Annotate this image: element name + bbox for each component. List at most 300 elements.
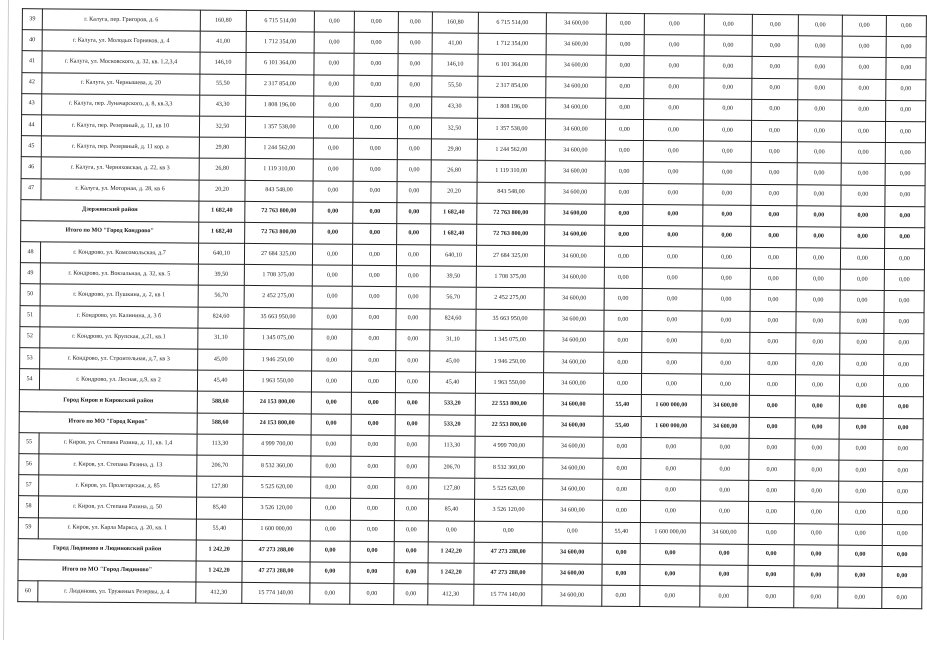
value-cell: 27 684 325,00 — [244, 243, 312, 265]
value-cell: 0,00 — [702, 332, 750, 354]
summary-cell: 0,00 — [751, 205, 797, 227]
value-cell: 0,00 — [886, 79, 926, 101]
value-cell: 0,00 — [394, 520, 428, 541]
value-cell: 0,00 — [798, 36, 842, 58]
value-cell: 0,00 — [796, 290, 840, 312]
value-cell: 0,00 — [796, 248, 840, 270]
value-cell: 0,00 — [752, 57, 798, 79]
value-cell: 0,00 — [398, 75, 432, 96]
address-cell: г. Кондрово, ул. Крупская, д.21, кв.1 — [40, 327, 198, 349]
value-cell: 0,00 — [882, 503, 922, 525]
value-cell: 1 946 250,00 — [244, 349, 312, 371]
summary-cell: 0,00 — [605, 225, 643, 246]
summary-cell: 0,00 — [311, 414, 351, 436]
summary-label: Итого по МО "Город Киров" — [19, 411, 197, 434]
value-cell: 0,00 — [884, 291, 924, 313]
value-cell: 2 317 854,00 — [246, 74, 314, 96]
summary-label: Город Киров и Кировский район — [19, 390, 197, 413]
value-cell: 27 684 325,00 — [476, 245, 544, 267]
value-cell: 34 600,00 — [546, 13, 606, 35]
summary-cell: 47 273 288,00 — [242, 561, 310, 583]
value-cell: 0,00 — [884, 249, 924, 271]
address-cell: г. Киров, ул. Карла Маркса, д. 20, кв. 1 — [38, 517, 196, 539]
summary-cell: 0,00 — [883, 418, 923, 440]
summary-cell: 588,60 — [197, 391, 243, 413]
value-cell: 0,00 — [842, 36, 886, 58]
summary-cell: 0,00 — [838, 566, 882, 588]
summary-cell: 1 242,20 — [428, 563, 474, 585]
value-cell: 0,00 — [354, 54, 398, 76]
value-cell: 0,00 — [749, 459, 795, 481]
address-cell: г. Калуга, пер. Григоров, д. 6 — [42, 9, 200, 31]
row-number: 52 — [20, 326, 40, 347]
value-cell: 45,00 — [430, 351, 476, 373]
value-cell: 43,30 — [432, 97, 478, 119]
value-cell: 34 600,00 — [542, 500, 602, 522]
value-cell: 0,00 — [704, 35, 752, 57]
value-cell: 0,00 — [748, 502, 794, 524]
value-cell: 1 963 550,00 — [475, 372, 543, 394]
value-cell: 0,00 — [641, 458, 701, 480]
value-cell: 0,00 — [605, 119, 643, 140]
summary-cell: 22 553 800,00 — [475, 394, 543, 416]
summary-cell: 72 763 800,00 — [245, 201, 313, 223]
value-cell: 0,00 — [606, 98, 644, 119]
value-cell: 0,00 — [606, 13, 644, 34]
value-cell: 0,00 — [605, 140, 643, 161]
value-cell: 0,00 — [311, 477, 351, 499]
value-cell: 0,00 — [604, 246, 642, 267]
value-cell: 15 774 140,00 — [242, 582, 310, 604]
value-cell: 0,00 — [641, 374, 701, 396]
value-cell: 0,00 — [886, 100, 926, 122]
address-cell: г. Кондрово, ул. Пушкина, д. 2, кв 1 — [40, 284, 198, 306]
value-cell: 0,00 — [354, 11, 398, 33]
value-cell: 0,00 — [353, 181, 397, 203]
summary-cell: 47 273 288,00 — [242, 540, 310, 562]
value-cell: 1 708 375,00 — [476, 267, 544, 289]
value-cell: 0,00 — [883, 460, 923, 482]
value-cell: 34 600,00 — [543, 458, 603, 480]
value-cell: 0,00 — [838, 587, 882, 609]
value-cell: 0,00 — [314, 32, 354, 54]
summary-cell: 0,00 — [643, 204, 703, 226]
value-cell: 5 525 620,00 — [243, 477, 311, 499]
value-cell: 0,00 — [353, 160, 397, 182]
value-cell: 0,00 — [644, 56, 704, 78]
value-cell: 34 600,00 — [546, 55, 606, 77]
value-cell: 0,00 — [838, 502, 882, 524]
value-cell: 0,00 — [701, 459, 749, 481]
row-number: 43 — [22, 93, 42, 114]
value-cell: 0,00 — [642, 268, 702, 290]
value-cell: 0,00 — [396, 287, 430, 308]
value-cell: 85,40 — [196, 497, 242, 519]
value-cell: 0,00 — [602, 585, 640, 606]
value-cell: 843 548,00 — [245, 180, 313, 202]
value-cell: 26,80 — [431, 160, 477, 182]
value-cell: 0,00 — [643, 141, 703, 163]
value-cell: 0,00 — [603, 437, 641, 458]
value-cell: 146,10 — [432, 54, 478, 76]
row-number: 56 — [19, 454, 39, 475]
value-cell: 1 708 375,00 — [244, 265, 312, 287]
row-number: 53 — [20, 348, 40, 369]
value-cell: 0,00 — [395, 435, 429, 456]
value-cell: 34 600,00 — [544, 309, 604, 331]
value-cell: 0,00 — [398, 33, 432, 54]
value-cell: 113,30 — [197, 434, 243, 456]
value-cell: 0,00 — [311, 371, 351, 393]
value-cell: 0,00 — [311, 456, 351, 478]
value-cell: 0,00 — [312, 286, 352, 308]
summary-label: Итого по МО "Город Кондрово" — [21, 221, 199, 244]
value-cell: 0,00 — [603, 479, 641, 500]
summary-cell: 0,00 — [795, 396, 839, 418]
value-cell: 0,00 — [797, 121, 841, 143]
value-cell: 0,00 — [751, 142, 797, 164]
summary-cell: 0,00 — [353, 202, 397, 224]
value-cell: 0,00 — [605, 162, 643, 183]
value-cell: 1 600 000,00 — [242, 519, 310, 541]
value-cell: 0,00 — [395, 457, 429, 478]
summary-cell: 1 682,40 — [431, 224, 477, 246]
value-cell: 0,00 — [796, 354, 840, 376]
summary-cell: 0,00 — [751, 226, 797, 248]
value-cell: 127,80 — [429, 478, 475, 500]
value-cell: 0,00 — [703, 141, 751, 163]
value-cell: 0,00 — [886, 58, 926, 80]
summary-cell: 0,00 — [748, 565, 794, 587]
value-cell: 0,00 — [352, 287, 396, 309]
value-cell: 85,40 — [428, 499, 474, 521]
value-cell: 0,00 — [700, 501, 748, 523]
summary-cell: 0,00 — [311, 392, 351, 414]
summary-cell: 0,00 — [350, 562, 394, 584]
value-cell: 0,00 — [643, 162, 703, 184]
value-cell: 0,00 — [702, 289, 750, 311]
value-cell: 41,00 — [432, 33, 478, 55]
summary-cell: 72 763 800,00 — [245, 222, 313, 244]
summary-cell: 0,00 — [749, 417, 795, 439]
row-number: 47 — [21, 178, 41, 199]
value-cell: 34 600,00 — [543, 479, 603, 501]
value-cell: 1 119 310,00 — [245, 159, 313, 181]
value-cell: 0,00 — [882, 524, 922, 546]
value-cell: 34 600,00 — [546, 76, 606, 98]
row-number: 44 — [21, 115, 41, 136]
summary-cell: 533,20 — [429, 414, 475, 436]
value-cell: 0,00 — [312, 329, 352, 351]
summary-cell: 533,20 — [429, 393, 475, 415]
value-cell: 0,00 — [350, 499, 394, 521]
address-cell: г. Киров, ул. Степана Разина, д. 50 — [38, 496, 196, 518]
value-cell: 0,00 — [795, 375, 839, 397]
summary-cell: 0,00 — [841, 206, 885, 228]
value-cell: 31,10 — [430, 330, 476, 352]
address-cell: г. Кондрово, ул. Лесная, д.9, кв 2 — [39, 369, 197, 391]
value-cell: 0,00 — [353, 117, 397, 139]
value-cell: 0,00 — [352, 266, 396, 288]
page-edge — [3, 0, 9, 640]
value-cell: 0,00 — [841, 185, 885, 207]
address-cell: г. Калуга, ул. Чернышева, д. 20 — [42, 72, 200, 94]
value-cell: 8 532 360,00 — [243, 455, 311, 477]
value-cell: 0,00 — [314, 96, 354, 118]
summary-cell: 34 600,00 — [543, 394, 603, 416]
value-cell: 6 715 514,00 — [246, 10, 314, 32]
value-cell: 0,00 — [395, 478, 429, 499]
summary-cell: 55,40 — [603, 416, 641, 437]
value-cell: 0,00 — [352, 308, 396, 330]
summary-cell: 0,00 — [397, 202, 431, 223]
value-cell: 0,00 — [314, 75, 354, 97]
value-cell: 0,00 — [752, 36, 798, 58]
summary-cell: 34 600,00 — [545, 225, 605, 247]
summary-cell: 0,00 — [602, 564, 640, 585]
value-cell: 34 600,00 — [543, 373, 603, 395]
value-cell: 0,00 — [604, 289, 642, 310]
value-cell: 0,00 — [394, 584, 428, 605]
value-cell: 0,00 — [397, 118, 431, 139]
value-cell: 0,00 — [604, 268, 642, 289]
value-cell: 0,00 — [640, 501, 700, 523]
summary-cell: 0,00 — [351, 393, 395, 415]
value-cell: 0,00 — [840, 333, 884, 355]
value-cell: 20,20 — [431, 181, 477, 203]
value-cell: 0,00 — [841, 163, 885, 185]
value-cell: 1 808 196,00 — [246, 95, 314, 117]
summary-cell: 0,00 — [394, 541, 428, 562]
value-cell: 4 999 700,00 — [475, 436, 543, 458]
value-cell: 29,80 — [199, 137, 245, 159]
value-cell: 39,50 — [430, 266, 476, 288]
value-cell: 0,00 — [310, 583, 350, 605]
value-cell: 0,00 — [796, 269, 840, 291]
summary-cell: 0,00 — [350, 541, 394, 563]
value-cell: 0,00 — [886, 15, 926, 37]
value-cell: 0,00 — [606, 34, 644, 55]
value-cell: 55,40 — [602, 522, 640, 543]
value-cell: 0,00 — [794, 523, 838, 545]
value-cell: 0,00 — [395, 372, 429, 393]
summary-cell: 0,00 — [841, 227, 885, 249]
value-cell: 34 600,00 — [545, 140, 605, 162]
value-cell: 0,00 — [641, 437, 701, 459]
value-cell: 0,00 — [750, 247, 796, 269]
value-cell: 0,00 — [797, 184, 841, 206]
value-cell: 45,40 — [429, 372, 475, 394]
summary-cell: 47 273 288,00 — [474, 563, 542, 585]
value-cell: 0,00 — [884, 354, 924, 376]
summary-cell: 0,00 — [313, 223, 353, 245]
value-cell: 0,00 — [885, 121, 925, 143]
row-number: 50 — [20, 284, 40, 305]
value-cell: 0,00 — [752, 99, 798, 121]
value-cell: 0,00 — [350, 520, 394, 542]
value-cell: 0,00 — [702, 268, 750, 290]
value-cell: 0,00 — [702, 311, 750, 333]
value-cell: 0,00 — [750, 332, 796, 354]
register-body — [18, 9, 927, 609]
register-table — [17, 8, 927, 609]
value-cell: 0,00 — [798, 15, 842, 37]
value-cell: 0,00 — [644, 14, 704, 36]
value-cell: 31,10 — [198, 328, 244, 350]
value-cell: 0,00 — [794, 502, 838, 524]
address-cell: г. Кондрово, ул. Калинина, д. 3 б — [40, 305, 198, 327]
summary-cell: 0,00 — [310, 541, 350, 563]
summary-cell: 0,00 — [883, 397, 923, 419]
summary-cell: 0,00 — [700, 544, 748, 566]
summary-cell: 1 682,40 — [431, 203, 477, 225]
value-cell: 0,00 — [354, 75, 398, 97]
row-number: 39 — [22, 9, 42, 30]
row-number: 46 — [21, 157, 41, 178]
value-cell: 0,00 — [396, 308, 430, 329]
value-cell: 34 600,00 — [544, 352, 604, 374]
value-cell: 0,00 — [396, 329, 430, 350]
value-cell: 0,00 — [750, 290, 796, 312]
value-cell: 0,00 — [840, 312, 884, 334]
value-cell: 0,00 — [748, 586, 794, 608]
summary-cell: 1 242,20 — [428, 542, 474, 564]
address-cell: г. Калуга, ул. Черняховская, д. 22, кв 3 — [41, 157, 199, 179]
value-cell: 0,00 — [842, 57, 886, 79]
value-cell: 0,00 — [750, 311, 796, 333]
row-number: 42 — [22, 72, 42, 93]
value-cell: 0,00 — [886, 37, 926, 59]
value-cell: 0,00 — [700, 586, 748, 608]
value-cell: 0,00 — [644, 98, 704, 120]
summary-cell: 0,00 — [882, 566, 922, 588]
value-cell: 0,00 — [351, 477, 395, 499]
value-cell: 56,70 — [430, 287, 476, 309]
value-cell: 0,00 — [312, 308, 352, 330]
value-cell: 0,00 — [796, 311, 840, 333]
summary-cell: 22 553 800,00 — [475, 415, 543, 437]
value-cell: 0,00 — [398, 96, 432, 117]
value-cell: 0,00 — [840, 291, 884, 313]
value-cell: 0,00 — [839, 375, 883, 397]
summary-cell: 55,40 — [603, 395, 641, 416]
value-cell: 0,00 — [703, 184, 751, 206]
value-cell: 0,00 — [351, 456, 395, 478]
value-cell: 0,00 — [397, 160, 431, 181]
value-cell: 824,60 — [430, 309, 476, 331]
value-cell: 0,00 — [602, 501, 640, 522]
value-cell: 3 526 120,00 — [474, 500, 542, 522]
value-cell: 0,00 — [644, 77, 704, 99]
value-cell: 0,00 — [350, 583, 394, 605]
value-cell: 0,00 — [752, 78, 798, 100]
value-cell: 34 600,00 — [544, 288, 604, 310]
value-cell: 20,20 — [199, 180, 245, 202]
value-cell: 0,00 — [795, 439, 839, 461]
address-cell: г. Кондрово, ул. Вокзальная, д. 32, кв. 5 — [40, 263, 198, 285]
row-number: 45 — [21, 136, 41, 157]
value-cell: 26,80 — [199, 158, 245, 180]
address-cell: г. Калуга, пер. Резервный, д. 11, кв 10 — [41, 115, 199, 137]
value-cell: 1 345 075,00 — [244, 328, 312, 350]
value-cell: 0,00 — [749, 438, 795, 460]
address-cell: г. Калуга, пер. Резервный, д. 11 кор. а — [41, 136, 199, 158]
summary-cell: 0,00 — [640, 543, 700, 565]
value-cell: 0,00 — [839, 439, 883, 461]
value-cell: 824,60 — [198, 307, 244, 329]
address-cell: г. Киров, ул. Пролетарская, д. 85 — [39, 475, 197, 497]
value-cell: 2 452 275,00 — [244, 286, 312, 308]
value-cell: 1 119 310,00 — [477, 161, 545, 183]
summary-cell: 0,00 — [640, 564, 700, 586]
value-cell: 35 663 950,00 — [476, 309, 544, 331]
value-cell: 0,00 — [606, 56, 644, 77]
summary-cell: 0,00 — [885, 227, 925, 249]
value-cell: 0,00 — [795, 460, 839, 482]
summary-cell: 0,00 — [700, 565, 748, 587]
address-cell: г. Киров, ул. Степана Разина, д. 11, кв. 1,4 — [39, 433, 197, 455]
value-cell: 0,00 — [542, 521, 602, 543]
value-cell: 160,80 — [200, 10, 246, 32]
row-number: 40 — [22, 30, 42, 51]
value-cell: 0,00 — [703, 162, 751, 184]
value-cell: 1 963 550,00 — [243, 371, 311, 393]
value-cell: 0,00 — [794, 587, 838, 609]
summary-cell: 0,00 — [310, 562, 350, 584]
value-cell: 0,00 — [644, 35, 704, 57]
summary-cell: 47 273 288,00 — [474, 542, 542, 564]
summary-cell: 0,00 — [703, 226, 751, 248]
value-cell: 6 715 514,00 — [478, 12, 546, 34]
row-number: 49 — [20, 263, 40, 284]
summary-cell: 1 242,20 — [196, 561, 242, 583]
value-cell: 0,00 — [751, 184, 797, 206]
row-number: 51 — [20, 305, 40, 326]
value-cell: 412,30 — [428, 584, 474, 606]
value-cell: 0,00 — [313, 180, 353, 202]
value-cell: 2 317 854,00 — [478, 76, 546, 98]
value-cell: 0,00 — [884, 270, 924, 292]
value-cell: 32,50 — [431, 118, 477, 140]
summary-cell: 0,00 — [397, 223, 431, 244]
value-cell: 1 357 538,00 — [245, 116, 313, 138]
summary-cell: 1 600 000,00 — [641, 395, 701, 417]
value-cell: 43,30 — [200, 95, 246, 117]
value-cell: 206,70 — [197, 455, 243, 477]
value-cell: 843 548,00 — [477, 182, 545, 204]
value-cell: 0,00 — [883, 376, 923, 398]
summary-cell: 0,00 — [351, 414, 395, 436]
value-cell: 0,00 — [603, 373, 641, 394]
value-cell: 34 600,00 — [544, 267, 604, 289]
row-number: 55 — [19, 432, 39, 453]
summary-cell: 0,00 — [395, 393, 429, 414]
value-cell: 0,00 — [354, 32, 398, 54]
value-cell: 0,00 — [642, 247, 702, 269]
value-cell: 127,80 — [197, 476, 243, 498]
value-cell: 0,00 — [353, 138, 397, 160]
value-cell: 0,00 — [842, 15, 886, 37]
value-cell: 0,00 — [642, 331, 702, 353]
value-cell: 0,00 — [842, 79, 886, 101]
value-cell: 412,30 — [196, 582, 242, 604]
value-cell: 55,40 — [196, 519, 242, 541]
value-cell: 0,00 — [313, 117, 353, 139]
summary-cell: 34 600,00 — [701, 395, 749, 417]
value-cell: 0,00 — [351, 435, 395, 457]
value-cell: 640,10 — [430, 245, 476, 267]
value-cell: 0,00 — [314, 11, 354, 33]
